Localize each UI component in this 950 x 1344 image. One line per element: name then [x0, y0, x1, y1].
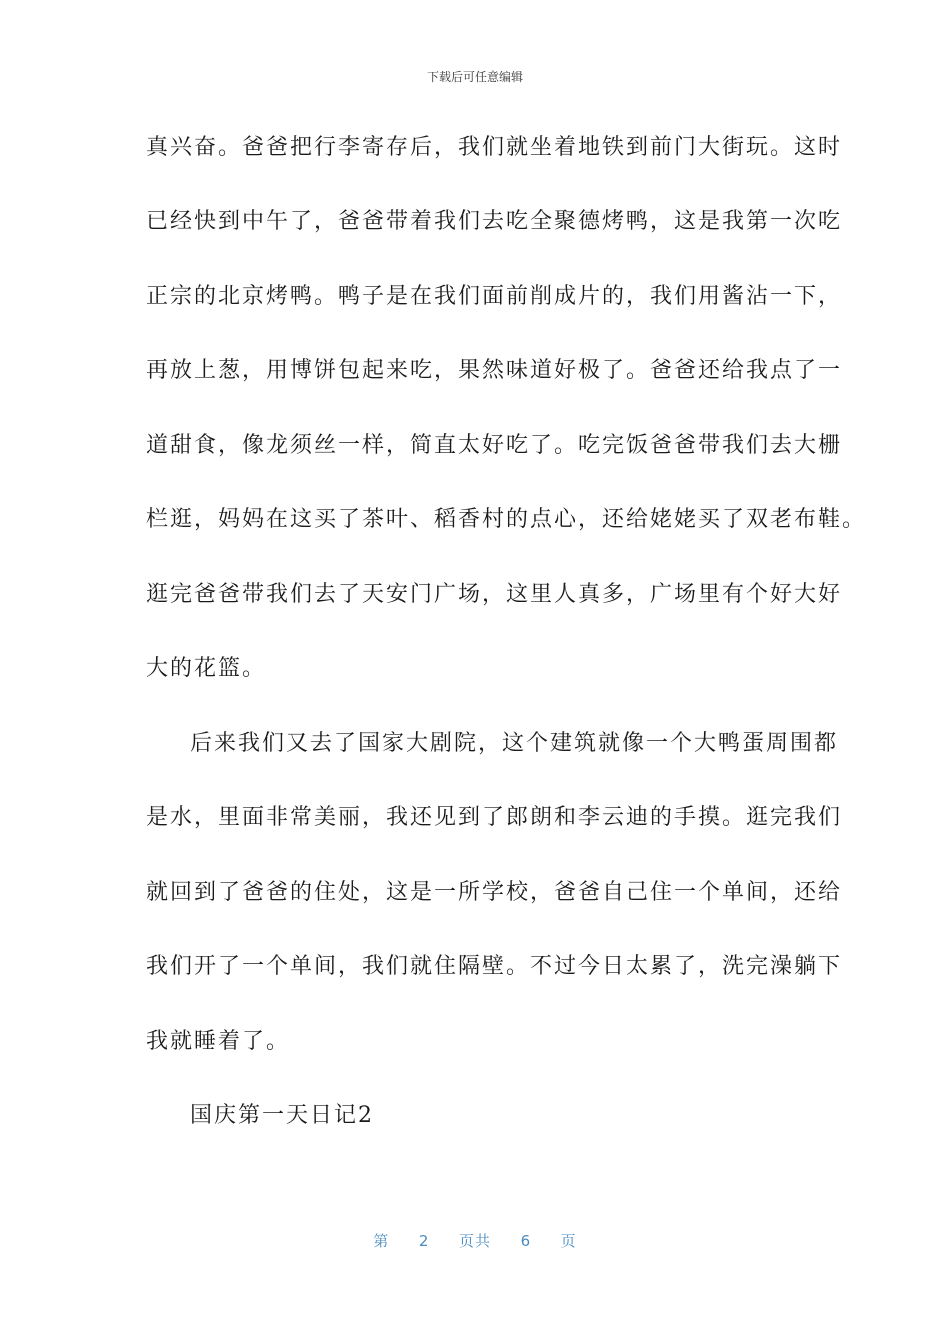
- page-header: 下载后可任意编辑: [426, 70, 523, 84]
- body-line: 栏逛，妈妈在这买了茶叶、稻香村的点心，还给姥姥买了双老布鞋。: [146, 507, 867, 532]
- body-line: 已经快到中午了，爸爸带着我们去吃全聚德烤鸭，这是我第一次吃: [146, 209, 843, 234]
- current-page-number: 2: [418, 1232, 430, 1250]
- page-label-mid: 页共: [458, 1232, 491, 1250]
- section-title: 国庆第一天日记2: [190, 1103, 374, 1128]
- body-line: 就回到了爸爸的住处，这是一所学校，爸爸自己住一个单间，还给: [146, 880, 843, 905]
- page-label-suffix: 页: [560, 1232, 577, 1250]
- total-pages-number: 6: [520, 1232, 532, 1250]
- body-line: 真兴奋。爸爸把行李寄存后，我们就坐着地铁到前门大街玩。这时: [146, 135, 843, 160]
- body-line: 道甜食，像龙须丝一样，简直太好吃了。吃完饭爸爸带我们去大栅: [146, 433, 843, 458]
- body-line: 是水，里面非常美丽，我还见到了郎朗和李云迪的手摸。逛完我们: [146, 805, 843, 830]
- body-line: 大的花篮。: [146, 656, 267, 681]
- body-line-indented: 后来我们又去了国家大剧院，这个建筑就像一个大鸭蛋周围都: [190, 731, 839, 756]
- body-line: 正宗的北京烤鸭。鸭子是在我们面前削成片的，我们用酱沾一下，: [146, 284, 843, 309]
- body-line: 我们开了一个单间，我们就住隔壁。不过今日太累了，洗完澡躺下: [146, 954, 843, 979]
- body-line: 再放上葱，用博饼包起来吃，果然味道好极了。爸爸还给我点了一: [146, 358, 843, 383]
- page-label-prefix: 第: [373, 1232, 390, 1250]
- body-line: 逛完爸爸带我们去了天安门广场，这里人真多，广场里有个好大好: [146, 582, 843, 607]
- page-footer: [0, 1230, 950, 1251]
- body-line: 我就睡着了。: [146, 1029, 291, 1054]
